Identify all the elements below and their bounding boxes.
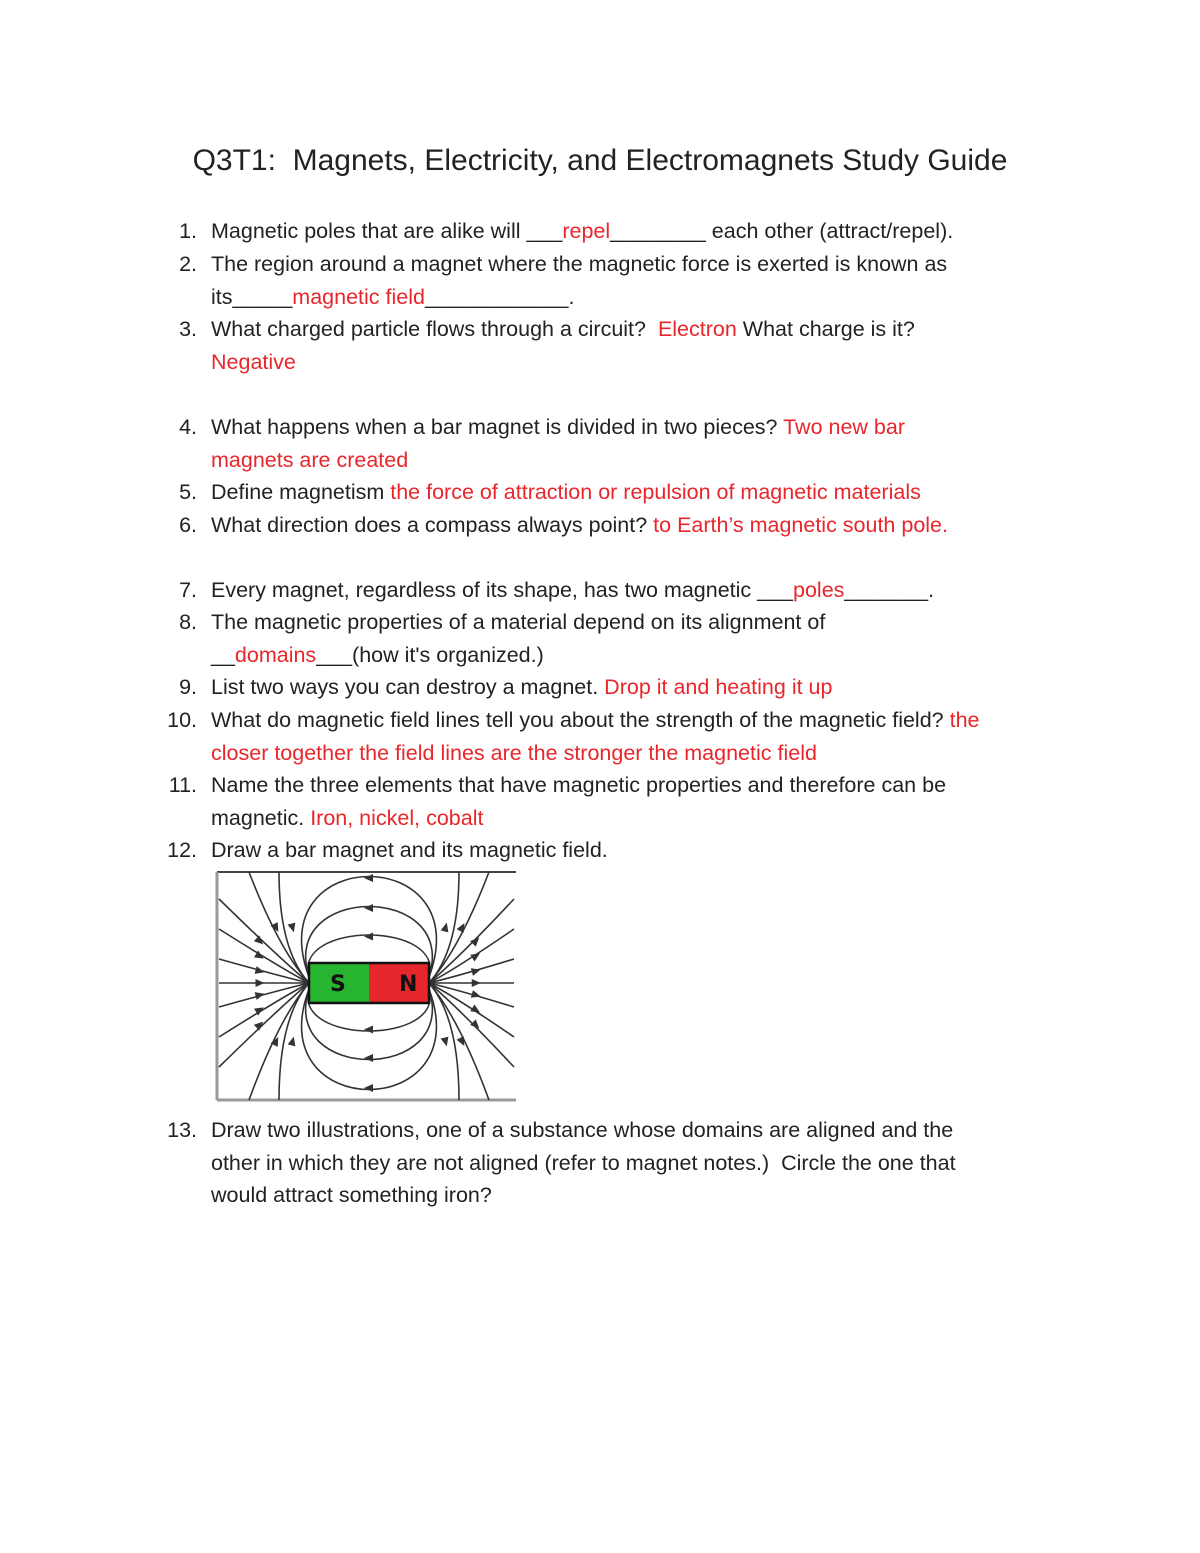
question-line bbox=[211, 769, 1071, 802]
question-number: 3. bbox=[179, 317, 197, 341]
question-line bbox=[211, 671, 1071, 704]
question-text bbox=[211, 215, 1071, 248]
question-text bbox=[211, 411, 1071, 476]
page-title: Q3T1: Magnets, Electricity, and Electromagnets Study Guide bbox=[192, 144, 1008, 177]
prompt-text: The magnetic properties of a material depend on its alignment of bbox=[211, 610, 826, 634]
question-number: 10. bbox=[167, 708, 197, 732]
answer-text: Two new bar bbox=[783, 415, 905, 439]
question-line bbox=[211, 215, 1071, 248]
answer-text: the force of attraction or repulsion of magnetic materials bbox=[390, 480, 921, 504]
answer-text: Electron bbox=[657, 317, 737, 341]
question-text bbox=[211, 1114, 1071, 1212]
question-line bbox=[211, 606, 1071, 639]
question-line bbox=[211, 704, 1071, 737]
question-text bbox=[211, 671, 1071, 704]
question-number: 12. bbox=[167, 838, 197, 862]
prompt-text: ___(how it's organized.) bbox=[316, 642, 544, 667]
prompt-text: Name the three elements that have magnetic properties and therefore can be bbox=[211, 773, 947, 797]
prompt-text: What do magnetic field lines tell you about the strength of the magnetic field? bbox=[211, 708, 950, 732]
bar-magnet-field-diagram bbox=[214, 869, 516, 1102]
question-line bbox=[211, 411, 1071, 444]
answer-text: poles bbox=[793, 578, 845, 602]
prompt-text: What direction does a compass always point? bbox=[211, 513, 654, 537]
answer-text: Drop it and heating it up bbox=[604, 675, 833, 699]
question-line bbox=[211, 737, 1071, 770]
question-number: 9. bbox=[179, 675, 197, 699]
prompt-text: The region around a magnet where the magnetic force is exerted is known as bbox=[211, 252, 948, 276]
question-line bbox=[211, 1179, 1071, 1212]
question-number: 4. bbox=[179, 415, 197, 439]
bar-magnet bbox=[309, 963, 429, 1003]
prompt-text: magnetic. bbox=[211, 805, 311, 830]
question-line bbox=[211, 509, 1071, 542]
prompt-text: ____________. bbox=[424, 284, 575, 309]
question-line bbox=[211, 281, 1071, 314]
question-number: 1. bbox=[179, 219, 197, 243]
question-text bbox=[211, 769, 1071, 834]
prompt-text: Every magnet, regardless of its shape, has two magnetic ___ bbox=[211, 578, 794, 602]
question-number: 13. bbox=[167, 1118, 197, 1142]
question-line bbox=[211, 313, 1071, 346]
question-line bbox=[211, 639, 1071, 672]
question-text bbox=[211, 704, 1071, 769]
prompt-text: Draw a bar magnet and its magnetic field. bbox=[211, 838, 608, 862]
question-number: 2. bbox=[179, 252, 197, 276]
answer-text: closer together the field lines are the stronger the magnetic field bbox=[211, 740, 817, 765]
answer-text: the bbox=[949, 708, 980, 732]
question-line bbox=[211, 1147, 1071, 1180]
question-number: 11. bbox=[168, 773, 197, 797]
prompt-text: Define magnetism bbox=[211, 480, 391, 504]
prompt-text: _______. bbox=[844, 578, 935, 602]
question-number: 6. bbox=[179, 513, 197, 537]
answer-text: magnets are created bbox=[211, 447, 409, 472]
question-text bbox=[211, 509, 1071, 542]
question-text bbox=[211, 313, 1071, 378]
prompt-text: Magnetic poles that are alike will ___ bbox=[211, 219, 563, 243]
question-line bbox=[211, 476, 1071, 509]
prompt-text: other in which they are not aligned (refer to magnet notes.) Circle the one that bbox=[211, 1150, 956, 1175]
answer-text: repel bbox=[562, 219, 611, 243]
prompt-text: What charge is it? bbox=[736, 317, 915, 341]
question-text bbox=[211, 248, 1071, 313]
north-pole-label: N bbox=[399, 972, 418, 997]
question-text bbox=[211, 834, 1071, 867]
prompt-text: its_____ bbox=[211, 284, 293, 309]
prompt-text: List two ways you can destroy a magnet. bbox=[211, 675, 605, 699]
question-text bbox=[211, 476, 1071, 509]
question-line bbox=[211, 346, 1071, 379]
question-line bbox=[211, 574, 1071, 607]
south-pole-label: S bbox=[330, 972, 346, 997]
prompt-text: What charged particle flows through a circuit? bbox=[211, 317, 658, 341]
answer-text: magnetic field bbox=[292, 284, 425, 309]
question-line bbox=[211, 834, 1071, 867]
question-number: 8. bbox=[179, 610, 197, 634]
prompt-text: would attract something iron? bbox=[211, 1183, 492, 1207]
question-line bbox=[211, 1114, 1071, 1147]
prompt-text: What happens when a bar magnet is divided in two pieces? bbox=[211, 415, 784, 439]
question-line bbox=[211, 444, 1071, 477]
question-number: 5. bbox=[179, 480, 197, 504]
answer-text: Iron, nickel, cobalt bbox=[310, 805, 484, 830]
question-number: 7. bbox=[179, 578, 197, 602]
prompt-text: __ bbox=[211, 642, 235, 667]
question-text bbox=[211, 606, 1071, 671]
prompt-text: ________ each other (attract/repel). bbox=[610, 219, 954, 243]
question-line bbox=[211, 802, 1071, 835]
question-text bbox=[211, 574, 1071, 607]
answer-text: Negative bbox=[211, 349, 296, 374]
question-line bbox=[211, 248, 1071, 281]
answer-text: to Earth’s magnetic south pole. bbox=[653, 513, 948, 537]
prompt-text: Draw two illustrations, one of a substance whose domains are aligned and the bbox=[211, 1118, 954, 1142]
answer-text: domains bbox=[234, 642, 317, 667]
